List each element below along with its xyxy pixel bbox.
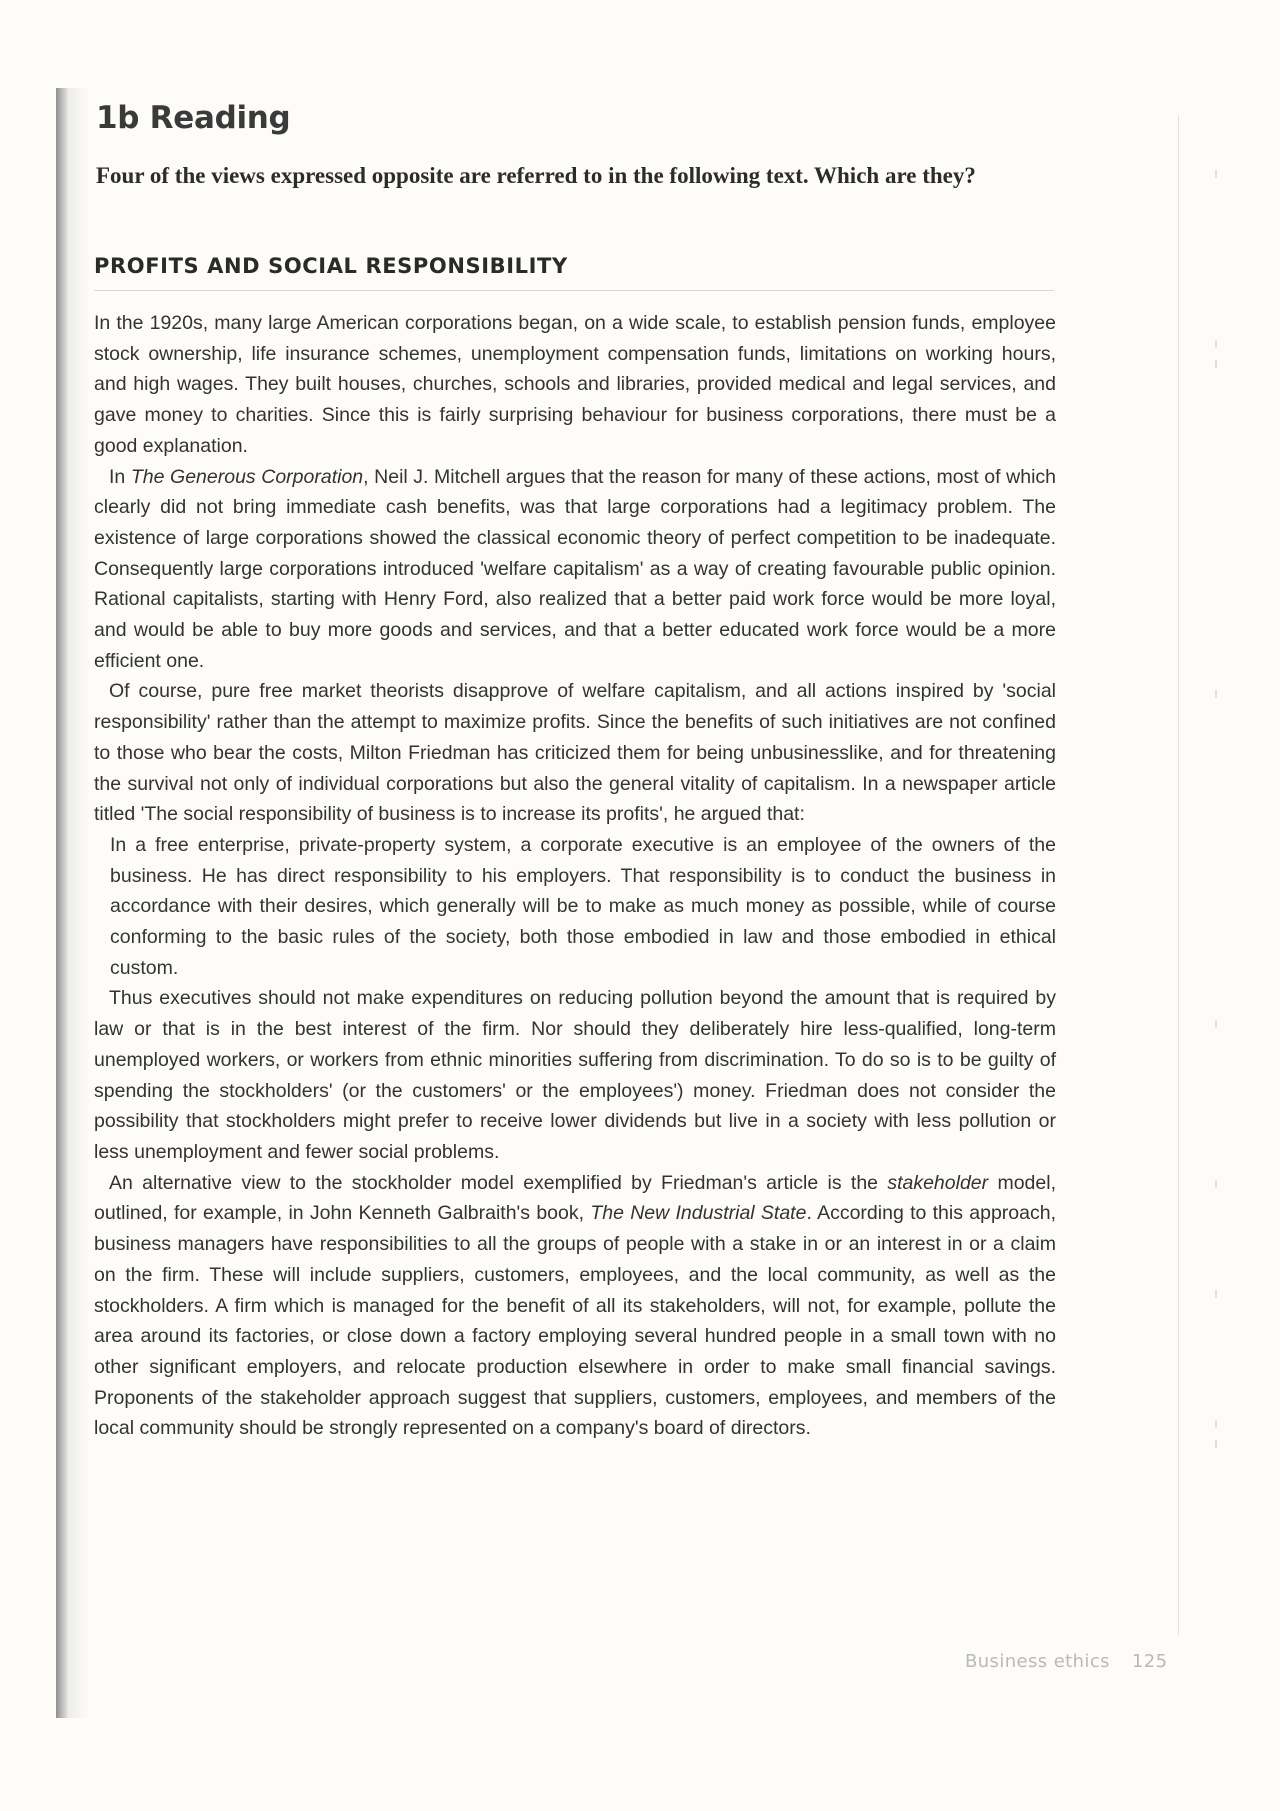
book-spine-shadow: [56, 88, 68, 1718]
article-title: PROFITS AND SOCIAL RESPONSIBILITY: [94, 254, 568, 278]
section-title: 1b Reading: [96, 100, 291, 136]
term-stakeholder: stakeholder: [887, 1171, 989, 1194]
paragraph-3: Of course, pure free market theorists disapprove of welfare capitalism, and all actions inspired by 'social responsibility' rather than the attempt to maximize profits. Since the benefits of such initiatives are not confined to those who bear the costs, Milton Friedman has criticized them for being unbusinesslike, and for threatening the survival not only of individual corporations but also the general vitality of capitalism. In a newspaper article titled 'The social responsibility of business is to increase its profits', he argued that:: [94, 680, 1056, 826]
paragraph-2-rest: , Neil J. Mitchell argues that the reason for many of these actions, most of which clearly did not bring immediate cash benefits, was that large corporations had a legitimacy problem. The existence of large corporations showed the classical economic theory of perfect competition to be inadequate. Consequently large corporations introduced 'welfare capitalism' as a way of creating favourable public opinion. Rational capitalists, starting with Henry Ford, also realized that a better paid work force would be more loyal, and would be able to buy more goods and services, and that a better educated work force would be a more efficient one.: [94, 465, 1056, 672]
page-footer: [965, 1651, 1167, 1672]
paragraph-5: [94, 1168, 1056, 1444]
reading-instruction: Four of the views expressed opposite are referred to in the following text. Which are they?: [96, 163, 976, 188]
gutter-shadow: [68, 88, 90, 1718]
page-number: 125: [1131, 1651, 1168, 1672]
paragraph-2-intro: In: [109, 465, 131, 488]
friedman-quote: In a free enterprise, private-property system, a corporate executive is an employee of the owners of the business. He has direct responsibility to his employers. That responsibility is to conduct the business in accordance with their desires, which generally will be to make as much money as possible, while of course conforming to the basic rules of the society, both those embodied in law and those embodied in ethical custom.: [110, 833, 1056, 979]
paragraph-5-mid: model, outlined, for example, in John Kenneth Galbraith's book,: [94, 1171, 1056, 1225]
book-title-generous-corporation: The Generous Corporation: [130, 465, 364, 488]
paragraph-5-rest: . According to this approach, business managers have responsibilities to all the groups of people with a stake in or an interest in or a claim on the firm. These will include suppliers, customers, employees, and the local community, as well as the stockholders. A firm which is managed for the benefit of all its stakeholders, will not, for example, pollute the area around its factories, or close down a factory employing several hundred people in a small town with no other significant employers, and relocate production elsewhere in order to make small financial savings. Proponents of the stakeholder approach suggest that suppliers, customers, employees, and members of the local community should be strongly represented on a company's board of directors.: [94, 1202, 1056, 1440]
chapter-name: Business ethics: [965, 1651, 1110, 1672]
title-divider: [94, 290, 1054, 291]
article-body: [94, 308, 1056, 1444]
book-title-new-industrial-state: The New Industrial State: [590, 1202, 807, 1225]
page-edge-rule: [1178, 115, 1179, 1635]
paragraph-2: [94, 462, 1056, 677]
paragraph-5-intro: An alternative view to the stockholder model exemplified by Friedman's article is the: [109, 1171, 888, 1194]
paragraph-1: In the 1920s, many large American corporations began, on a wide scale, to establish pension funds, employee stock ownership, life insurance schemes, unemployment compensation funds, limitations on working hours, and high wages. They built houses, churches, schools and libraries, provided medical and legal services, and gave money to charities. Since this is fairly surprising behaviour for business corporations, there must be a good explanation.: [94, 312, 1056, 457]
paragraph-4: Thus executives should not make expenditures on reducing pollution beyond the amount that is required by law or that is in the best interest of the firm. Nor should they deliberately hire less-qualified, long-term unemployed workers, or workers from ethnic minorities suffering from discrimination. To do so is to be guilty of spending the stockholders' (or the customers' or the employees') money. Friedman does not consider the possibility that stockholders might prefer to receive lower dividends but live in a society with less pollution or less unemployment and fewer social problems.: [94, 987, 1056, 1163]
